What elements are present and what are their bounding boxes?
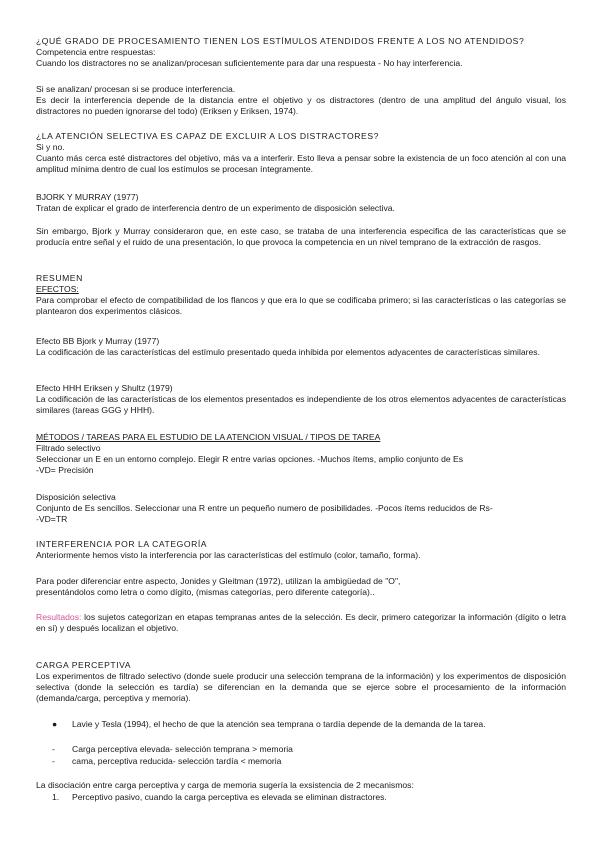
section-interference	[36, 84, 566, 117]
section-methods	[36, 432, 566, 476]
dash-icon: -	[52, 744, 55, 754]
paragraph-line: La disociación entre carga perceptiva y carga de memoria sugería la exsistencia de 2 mecanismos:	[36, 780, 414, 790]
list-item-text: cama, perceptiva reducida- selección tardía < memoria	[72, 756, 282, 766]
subsection-title: Disposición selectiva	[36, 492, 116, 502]
paragraph-line: -VD= Precisión	[36, 465, 94, 475]
list-item	[52, 792, 572, 803]
paragraph-line: Anteriormente hemos visto la interferencia por las características del estímulo (color, tamaño, forma).	[36, 550, 421, 560]
section-perceptual-load	[36, 660, 566, 704]
section-effect-bb	[36, 336, 566, 358]
list-item-text: Perceptivo pasivo, cuando la carga perceptiva es elevada se eliminan distractores.	[72, 792, 387, 802]
paragraph: Para comprobar el efecto de compatibilidad de los flancos y que era lo que se codificaba primero; si las características o las categorías se plantearon dos experimentos clásicos.	[36, 295, 566, 316]
section-title: RESUMEN	[36, 273, 83, 283]
bullet-icon: ●	[52, 719, 58, 729]
section-title: ¿QUÉ GRADO DE PROCESAMIENTO TIENEN LOS ESTÍMULOS ATENDIDOS FRENTE A LOS NO ATENDIDOS?	[36, 36, 525, 46]
section-selective-disposition	[36, 492, 566, 525]
subsection-title: EFECTOS:	[36, 284, 79, 294]
list-item	[52, 756, 572, 767]
list-item	[52, 719, 572, 730]
section-bjork-murray	[36, 192, 566, 214]
section-results	[36, 612, 566, 634]
dash-icon: -	[52, 756, 55, 766]
paragraph-line: Para poder diferenciar entre aspecto, Jonides y Gleitman (1972), utilizan la ambigüedad de "O",	[36, 576, 401, 586]
paragraph: Cuanto más cerca esté distractores del objetivo, más va a interferir. Esto lleva a pensar sobre la existencia de un foco atención al con una amplitud mínima dentro de cual los estímulos se procesan íntegramente.	[36, 153, 566, 174]
paragraph-line: Seleccionar un E en un entorno complejo. Elegir R entre varias opciones. -Muchos ítems, amplio conjunto de Es	[36, 454, 464, 464]
paragraph-line: presentándolos como letra o como dígito, (mismas categorías, pero diferente categoría)..	[36, 587, 375, 597]
paragraph: Los experimentos de filtrado selectivo (donde suele producir una selección temprana de la información) y los experimentos de disposición selectiva (donde la selección es tardía) se diferencian en la demanda que se ejerce sobre el procesamiento de la información (demanda/carga, perceptiva y memoria).	[36, 671, 566, 703]
section-processing	[36, 36, 566, 69]
paragraph-line: Competencia entre respuestas:	[36, 47, 156, 57]
paragraph: La codificación de las características del estímulo presentado queda inhibida por elementos adyacentes de características similares.	[36, 347, 540, 357]
section-effect-hhh	[36, 383, 566, 416]
paragraph	[36, 612, 566, 634]
section-title: MÉTODOS / TAREAS PARA EL ESTUDIO DE LA ATENCION VISUAL / TIPOS DE TAREA	[36, 432, 381, 442]
paragraph-line: Si se analizan/ procesan si se produce interferencia.	[36, 84, 236, 94]
section-title: INTERFERENCIA POR LA CATEGORÍA	[36, 539, 208, 549]
results-text: los sujetos categorizan en etapas tempranas antes de la selección. Es decir, primero categorizar la información (dígito o letra en sí) y después localizan el objetivo.	[36, 612, 566, 633]
paragraph-line: Tratan de explicar el grado de interferencia dentro de un experimento de disposición selectiva.	[36, 203, 395, 213]
section-title: ¿LA ATENCIÓN SELECTIVA ES CAPAZ DE EXCLUIR A LOS DISTRACTORES?	[36, 131, 379, 141]
section-title: CARGA PERCEPTIVA	[36, 660, 132, 670]
subsection-title: Filtrado selectivo	[36, 443, 101, 453]
paragraph-line: Cuando los distractores no se analizan/procesan suficientemente para dar una respuesta - No hay interferencia.	[36, 58, 463, 68]
paragraph: Sin embargo, Bjork y Murray consideraron que, en este caso, se trataba de una interferencia especifica de las características que se producía entre señal y el ruido de una presentación, lo que provoca la competencia en un nivel temprano de la extracción de rasgos.	[36, 226, 566, 247]
list-number: 1.	[52, 792, 60, 802]
section-title: Efecto BB Bjork y Murray (1977)	[36, 336, 160, 346]
paragraph: Es decir la interferencia depende de la distancia entre el objetivo y os distractores (dentro de una amplitud del ángulo visual, los distractores no pueden ignorarse del todo) (Eriksen y Eriksen, 1974).	[36, 95, 566, 116]
paragraph-line: Si y no.	[36, 142, 65, 152]
paragraph-line: Conjunto de Es sencillos. Seleccionar una R entre un pequeño numero de posibilidades. -Pocos ítems reducidos de Rs-	[36, 503, 493, 513]
section-title: Efecto HHH Eriksen y Shultz (1979)	[36, 383, 173, 393]
section-ambiguity	[36, 576, 566, 598]
section-category-interference	[36, 539, 566, 561]
list-item-text: Lavie y Tesla (1994), el hecho de que la atención sea temprana o tardía depende de la demanda de la tarea.	[72, 719, 486, 729]
results-label: Resultados:	[36, 612, 82, 622]
section-selective-attention	[36, 131, 566, 175]
list-item	[52, 744, 572, 755]
section-dissociation	[36, 780, 566, 791]
section-bjork-murray-detail	[36, 226, 566, 248]
paragraph-line: -VD=TR	[36, 514, 68, 524]
section-summary	[36, 273, 566, 317]
paragraph: La codificación de las características de los elementos presentados es independiente de los otros elementos adyacentes de características similares (tareas GGG y HHH).	[36, 394, 566, 415]
section-title: BJORK Y MURRAY (1977)	[36, 192, 139, 202]
list-item-text: Carga perceptiva elevada- selección temprana > memoria	[72, 744, 293, 754]
